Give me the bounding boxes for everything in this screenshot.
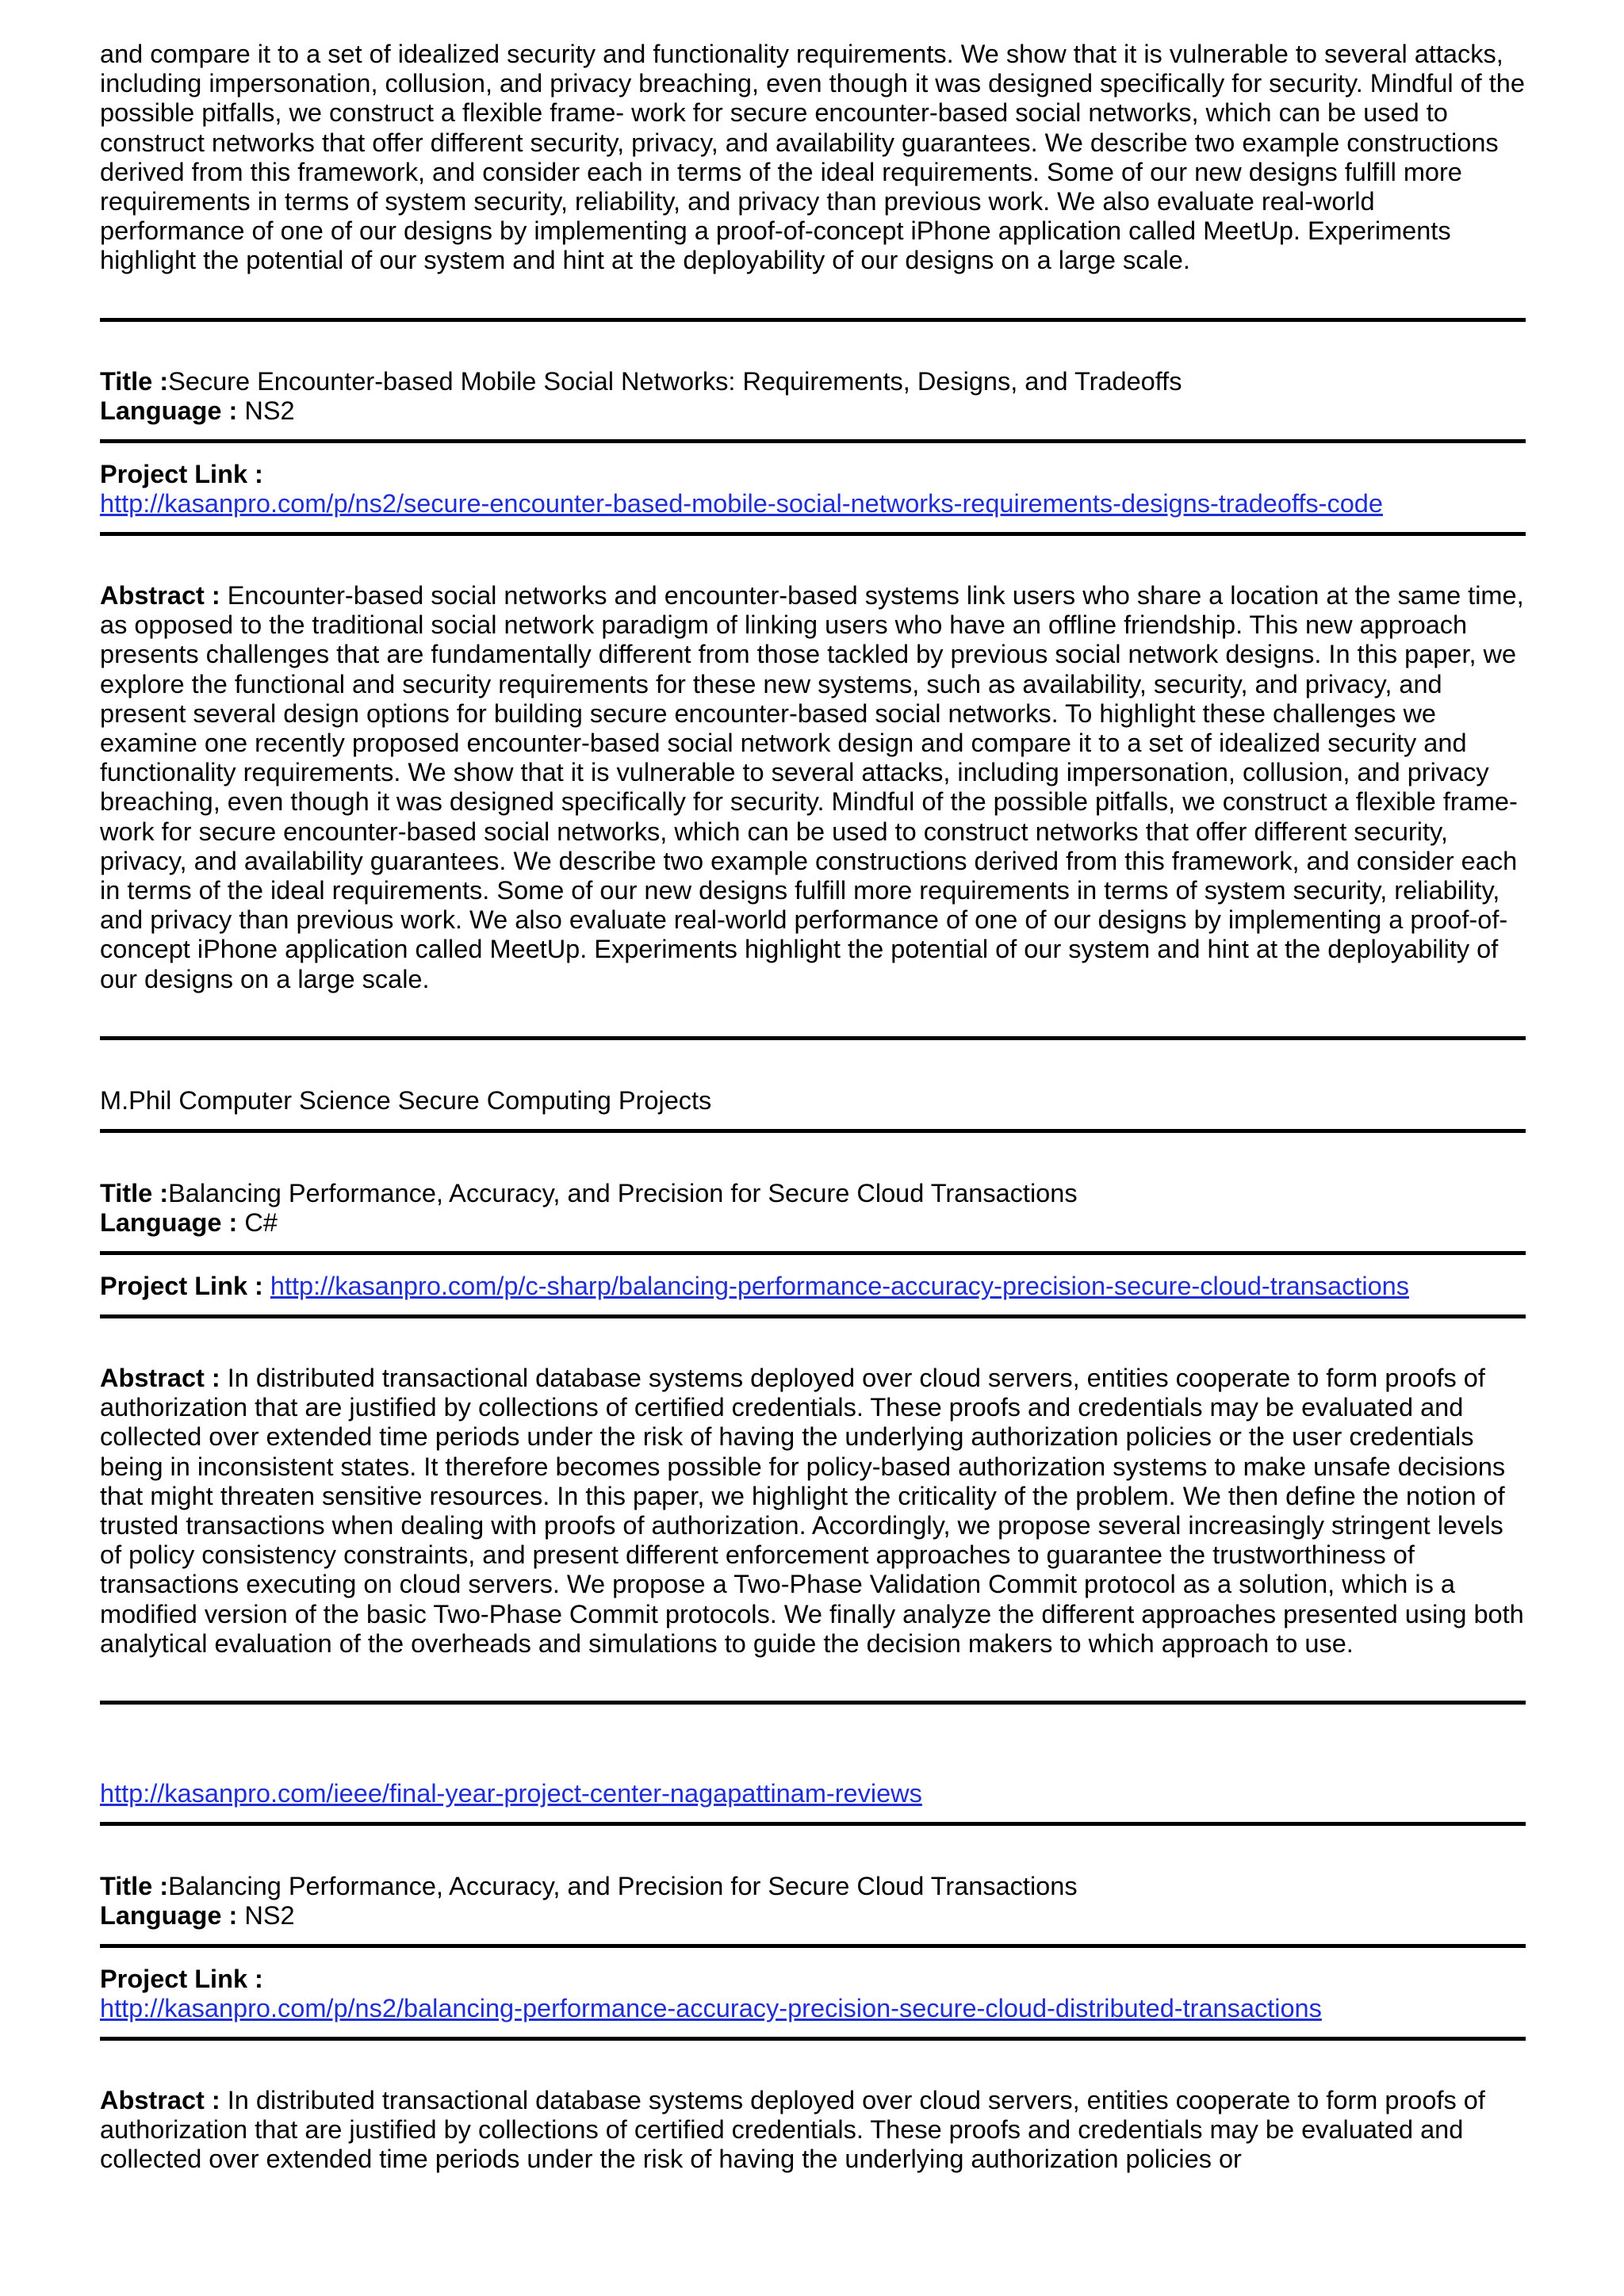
reviews-link-line <box>100 1779 1526 1808</box>
title-label: Title : <box>100 1179 169 1207</box>
divider <box>100 1701 1526 1705</box>
abstract-label: Abstract : <box>100 581 220 610</box>
project-link-label: Project Link : <box>100 1272 263 1300</box>
entry3-project-link[interactable]: http://kasanpro.com/p/ns2/balancing-performance-accuracy-precision-secure-cloud-distributed-transactions <box>100 1994 1322 2022</box>
entry2-title-line <box>100 1179 1526 1208</box>
entry1-project-link-label-line <box>100 460 1526 489</box>
divider <box>100 1314 1526 1318</box>
language-label: Language : <box>100 1901 238 1930</box>
divider <box>100 532 1526 536</box>
divider <box>100 2037 1526 2041</box>
title-label: Title : <box>100 367 169 396</box>
section-heading: M.Phil Computer Science Secure Computing Projects <box>100 1086 712 1115</box>
entry1-title: Secure Encounter-based Mobile Social Networks: Requirements, Designs, and Tradeoffs <box>168 367 1182 396</box>
abstract-label: Abstract : <box>100 2086 220 2114</box>
abstract-continuation: and compare it to a set of idealized security and functionality requirements. We show that it is vulnerable to several attacks, including impersonation, collusion, and privacy breaching, even though it was designed specifically for security. Mindful of the possible pitfalls, we construct a flexible frame- work for secure encounter-based social networks, which can be used to construct networks that offer different security, privacy, and availability guarantees. We describe two example constructions derived from this framework, and consider each in terms of the ideal requirements. Some of our new designs fulfill more requirements in terms of system security, reliability, and privacy than previous work. We also evaluate real-world performance of one of our designs by implementing a proof-of-concept iPhone application called MeetUp. Experiments highlight the potential of our system and hint at the deployability of our designs on a large scale. <box>100 40 1525 275</box>
language-label: Language : <box>100 396 238 425</box>
entry2-project-link[interactable]: http://kasanpro.com/p/c-sharp/balancing-performance-accuracy-precision-secure-cloud-transactions <box>270 1272 1409 1300</box>
project-link-label: Project Link : <box>100 460 263 488</box>
entry3-abstract-text: In distributed transactional database systems deployed over cloud servers, entities cooperate to form proofs of authorization that are justified by collections of certified credentials. These proofs and credentials may be evaluated and collected over extended time periods under the risk of having the underlying authorization policies or <box>100 2086 1485 2174</box>
entry1-language-line <box>100 396 1526 426</box>
entry1-project-link[interactable]: http://kasanpro.com/p/ns2/secure-encounter-based-mobile-social-networks-requirements-designs-tradeoffs-code <box>100 489 1383 518</box>
entry3-project-link-label-line <box>100 1965 1526 1994</box>
entry3-title: Balancing Performance, Accuracy, and Precision for Secure Cloud Transactions <box>168 1872 1078 1900</box>
abstract-label: Abstract : <box>100 1364 220 1392</box>
entry1-language: NS2 <box>244 396 295 425</box>
entry1-project-link-line <box>100 489 1526 519</box>
entry2-abstract-text: In distributed transactional database systems deployed over cloud servers, entities cooperate to form proofs of authorization that are justified by collections of certified credentials. These proofs and credentials may be evaluated and collected over extended time periods under the risk of having the underlying authorization policies or the user credentials being in inconsistent states. It therefore becomes possible for policy-based authorization systems to make unsafe decisions that might threaten sensitive resources. In this paper, we highlight the criticality of the problem. We then define the notion of trusted transactions when dealing with proofs of authorization. Accordingly, we propose several increasingly stringent levels of policy consistency constraints, and present different enforcement approaches to guarantee the trustworthiness of transactions executing on cloud servers. We propose a Two-Phase Validation Commit protocol as a solution, which is a modified version of the basic Two-Phase Commit protocols. We finally analyze the different approaches presented using both analytical evaluation of the overheads and simulations to guide the decision makers to which approach to use. <box>100 1364 1524 1658</box>
title-label: Title : <box>100 1872 169 1900</box>
divider <box>100 1251 1526 1255</box>
entry3-project-link-line <box>100 1994 1526 2023</box>
entry3-language-line <box>100 1901 1526 1931</box>
divider <box>100 1036 1526 1040</box>
entry2-language: C# <box>244 1208 278 1237</box>
entry3-title-line <box>100 1872 1526 1901</box>
entry2-title: Balancing Performance, Accuracy, and Precision for Secure Cloud Transactions <box>168 1179 1078 1207</box>
divider <box>100 318 1526 322</box>
reviews-link[interactable]: http://kasanpro.com/ieee/final-year-project-center-nagapattinam-reviews <box>100 1779 922 1808</box>
entry1-abstract-text: Encounter-based social networks and encounter-based systems link users who share a location at the same time, as opposed to the traditional social network paradigm of linking users who have an offline friendship. This new approach presents challenges that are fundamentally different from those tackled by previous social network designs. In this paper, we explore the functional and security requirements for these new systems, such as availability, security, and privacy, and present several design options for building secure encounter-based social networks. To highlight these challenges we examine one recently proposed encounter-based social network design and compare it to a set of idealized security and functionality requirements. We show that it is vulnerable to several attacks, including impersonation, collusion, and privacy breaching, even though it was designed specifically for security. Mindful of the possible pitfalls, we construct a flexible frame- work for secure encounter-based social networks, which can be used to construct networks that offer different security, privacy, and availability guarantees. We describe two example constructions derived from this framework, and consider each in terms of the ideal requirements. Some of our new designs fulfill more requirements in terms of system security, reliability, and privacy than previous work. We also evaluate real-world performance of one of our designs by implementing a proof-of-concept iPhone application called MeetUp. Experiments highlight the potential of our system and hint at the deployability of our designs on a large scale. <box>100 581 1524 993</box>
entry1-title-line <box>100 367 1526 396</box>
entry2-project-link-line <box>100 1272 1526 1301</box>
entry1-abstract <box>100 581 1526 994</box>
divider <box>100 1944 1526 1948</box>
divider <box>100 1822 1526 1826</box>
language-label: Language : <box>100 1208 238 1237</box>
entry2-abstract <box>100 1364 1526 1659</box>
divider <box>100 439 1526 443</box>
entry3-abstract <box>100 2086 1526 2175</box>
project-link-label: Project Link : <box>100 1965 263 1993</box>
entry2-language-line <box>100 1208 1526 1238</box>
entry3-language: NS2 <box>244 1901 295 1930</box>
divider <box>100 1129 1526 1133</box>
